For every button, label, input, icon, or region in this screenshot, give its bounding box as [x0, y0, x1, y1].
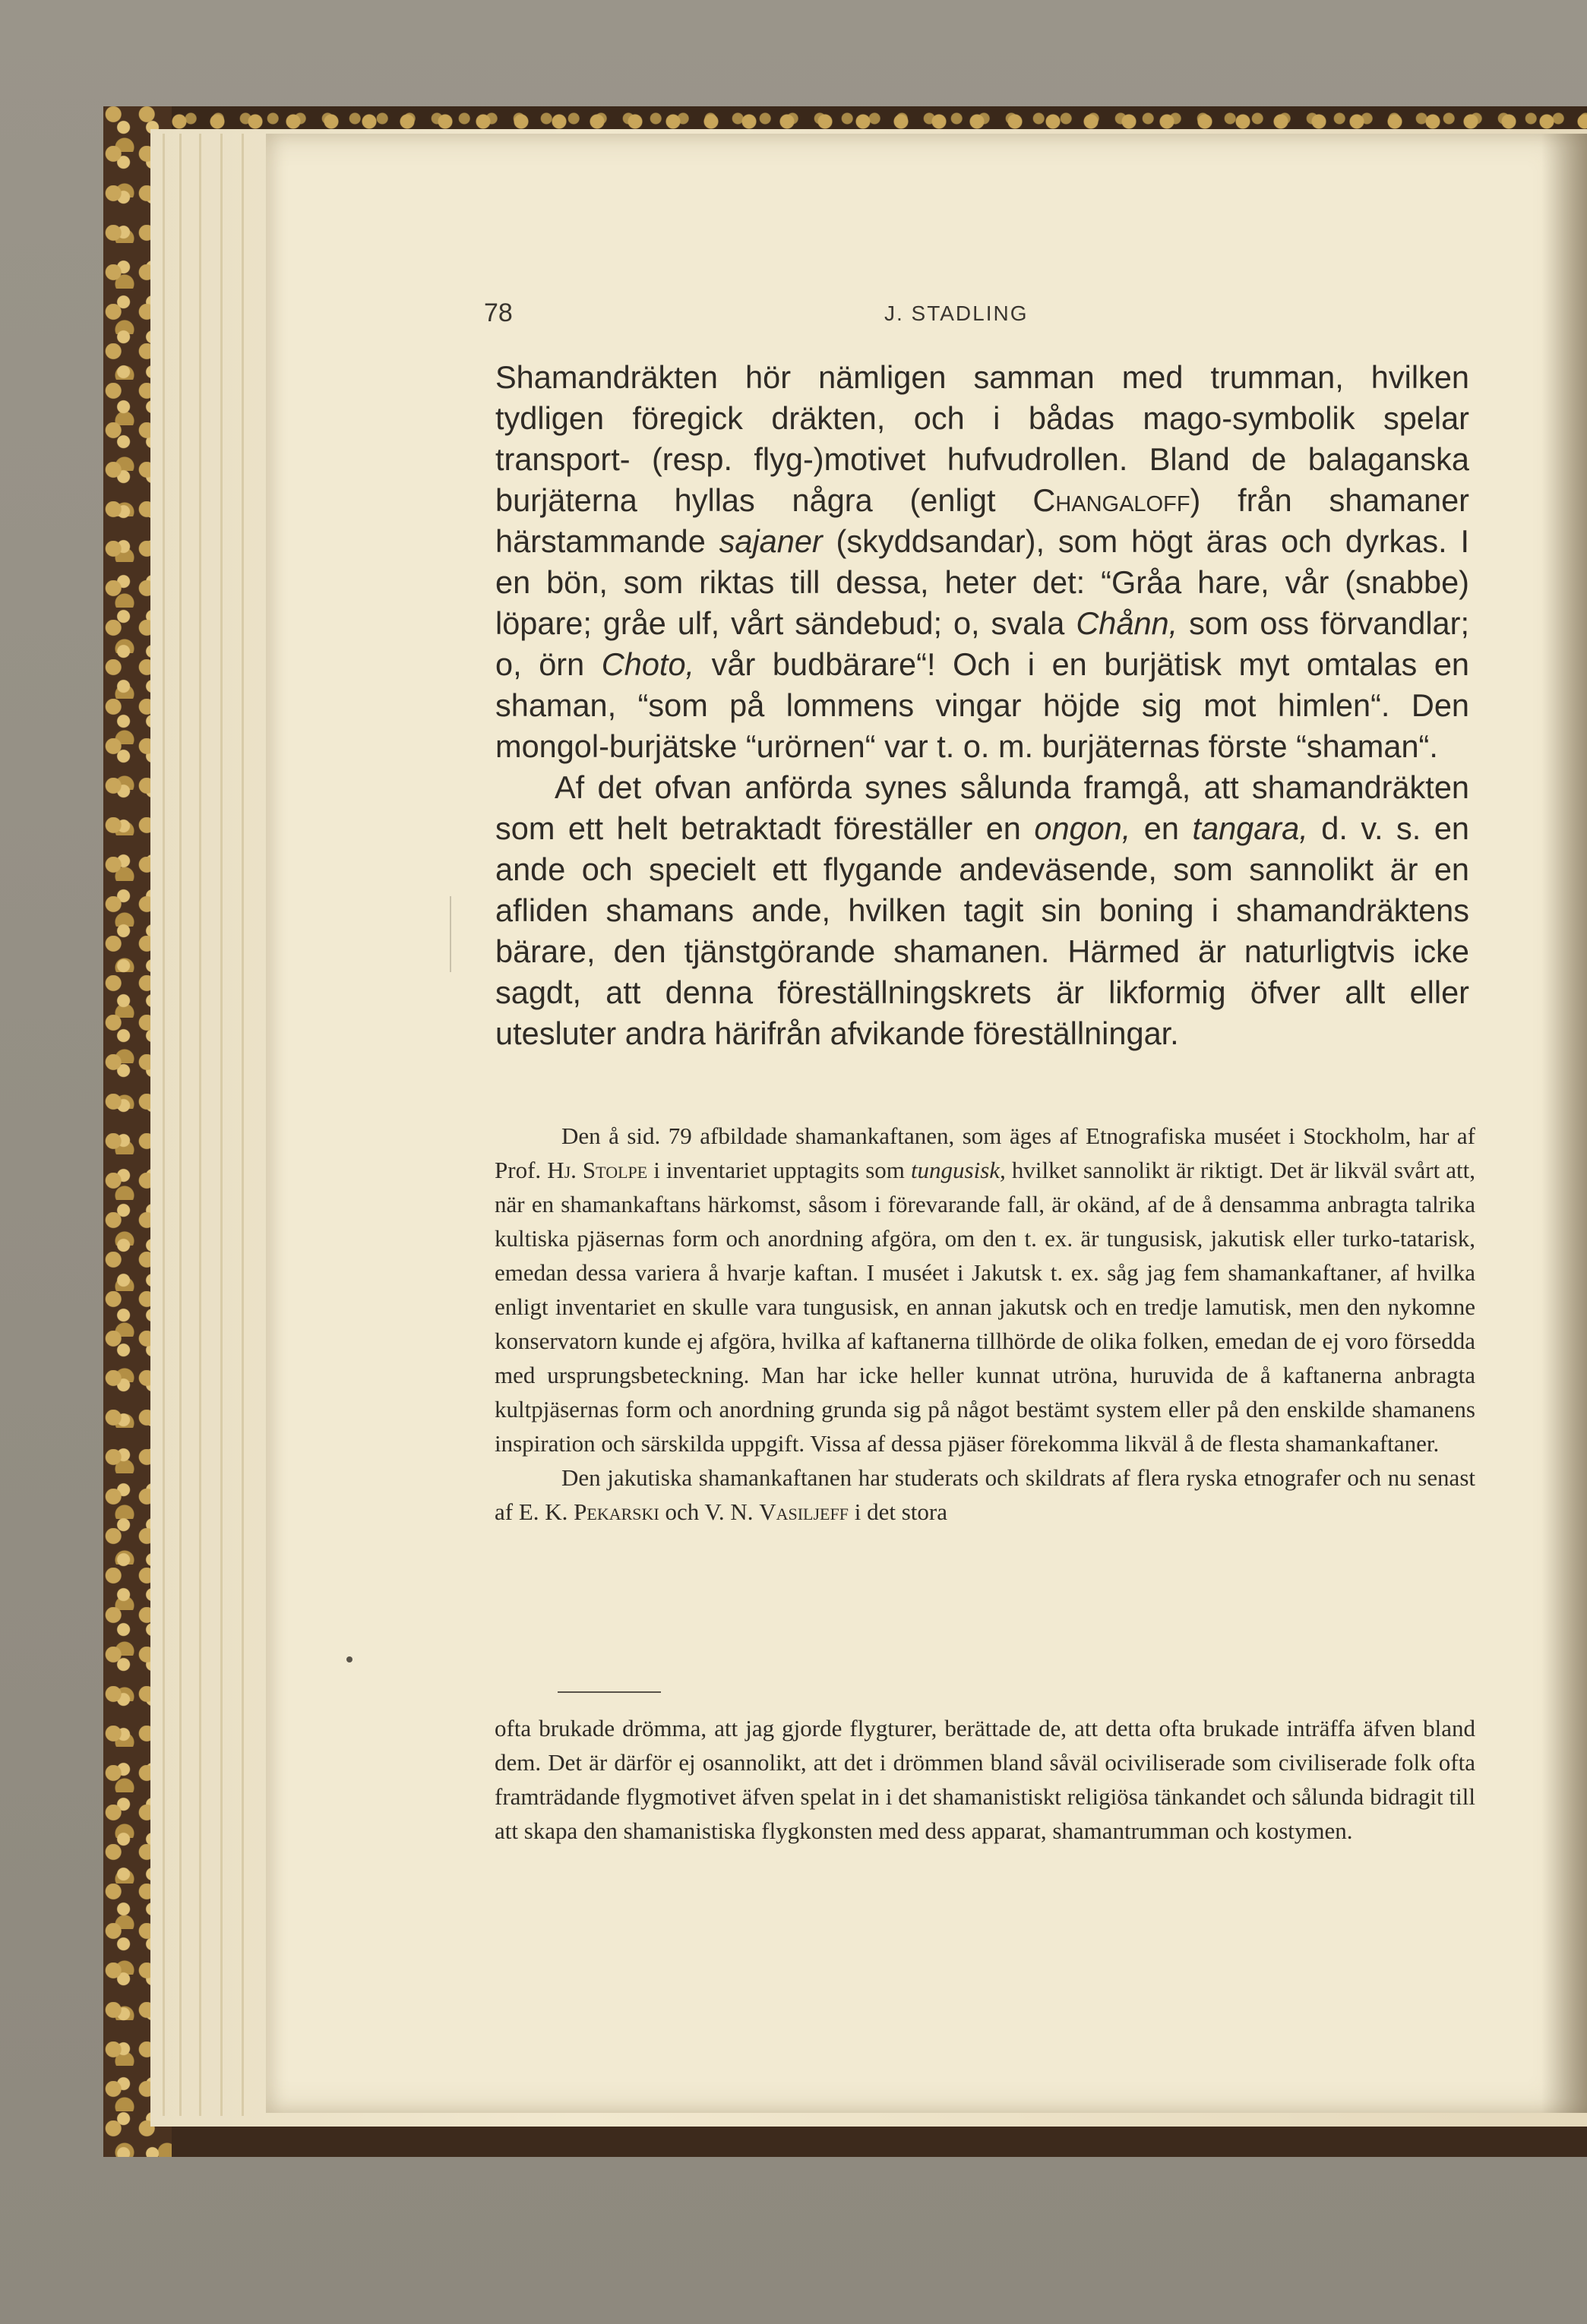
footnote-main [495, 1119, 1475, 1529]
term-tungusisk: tungusisk, [910, 1157, 1006, 1183]
page-edge [179, 134, 182, 2116]
body-paragraph-1: Shamandräkten hör nämligen samman med trumman, hvilken tydligen föregick dräkten, och i bådas mago-symbolik spelar transport- (resp. flyg-)motivet hufvudrollen. Bland de balaganska burjäterna hyllas några (enligt Changaloff) från shamaner härstammande sajaner (skyddsandar), som högt äras och dyrkas. I en bön, som riktas till dessa, heter det: “Gråa hare, vår (snabbe) löpare; gråe ulf, vårt sändebud; o, svala Chånn, som oss förvandlar; o, örn Choto, vår budbärare“! Och i en burjätisk myt omtalas en shaman, “som på lommens vingar höjde sig mot himlen“. Den mongol-burjätske “urörnen“ var t. o. m. burjäternas förste “shaman“. [495, 359, 1470, 764]
footnote-rule [558, 1691, 661, 1693]
term-choto: Choto, [601, 646, 695, 682]
body-paragraph-2: Af det ofvan anförda synes sålunda framgå, att shamandräkten som ett helt betraktadt föreställer en ongon, en tangara, d. v. s. en ande och specielt ett flygande andeväsende, som sannolikt är en afliden shamans ande, hvilken tagit sin boning i shamandräktens bärare, den tjänstgörande shamanen. Härmed är naturligtvis icke sagdt, att denna föreställningskrets är likformig öfver allt eller utesluter andra härifrån afvikande föreställningar. [495, 769, 1469, 1051]
footnote-paragraph-1: Den å sid. 79 afbildade shamankaftanen, som äges af Etnografiska muséet i Stockholm, har af Prof. Hj. Stolpe i inventariet upptagits som tungusisk, hvilket sannolikt är riktigt. Det är likväl svårt att, när en shamankaftans härkomst, såsom i förevarande fall, är okänd, af de å densamma anbragta talrika kultiska pjäsernas form och anordning afgöra, om den t. ex. är tungusisk, jakutisk eller turko-tatarisk, emedan dessa variera å hvarje kaftan. I muséet i Jakutsk t. ex. såg jag fem shamankaftaner, af hvilka enligt inventariet en skulle vara tungusisk, en annan jakutsk och en tredje lamutisk, men den nykomne konservatorn kunde ej afgöra, hvilka af kaftanerna tillhörde de olika folken, emedan de ej voro försedda med ursprungsbeteckning. Man har icke heller kunnat utröna, huruvida de å kaftanerna anbragta kultpjäsernas form och anordning grunda sig på något bestämt system eller på den enskilde shamanens inspiration och särskilda uppgift. Vissa af dessa pjäser förekomma likväl å de flesta shamankaftaner. [495, 1123, 1475, 1457]
gutter-shadow [1541, 134, 1587, 2113]
author-name-pekarski: Pekarski [574, 1498, 659, 1525]
term-ongon: ongon, [1034, 810, 1131, 846]
page-edge [242, 134, 244, 2116]
margin-dot [346, 1656, 352, 1662]
page-edge [163, 134, 165, 2116]
footnote-continuation [495, 1711, 1475, 1848]
page-edge [220, 134, 223, 2116]
margin-mark [450, 896, 451, 972]
author-name-vasiljeff: Vasiljeff [759, 1498, 849, 1525]
page-number: 78 [484, 298, 513, 327]
page-edge [199, 134, 201, 2116]
term-sajaner: sajaner [719, 523, 823, 559]
author-name-changaloff: Changaloff [1032, 482, 1190, 518]
footnote-paragraph-3: ofta brukade drömma, att jag gjorde flygturer, berättade de, att detta ofta brukade inträffa äfven bland dem. Det är därför ej osannolikt, att det i drömmen bland såväl ociviliserade som civiliserade folk ofta framträdande flygmotivet äfven spelat in i det shamanistiskt religiösa tänkandet och sålunda bidragit till att skapa den shamanistiska flygkonsten med dess apparat, shamantrumman och kostymen. [495, 1715, 1475, 1844]
author-name-stolpe: Hj. Stolpe [547, 1157, 648, 1183]
term-chann: Chånn, [1076, 605, 1178, 641]
footnote-paragraph-2: Den jakutiska shamankaftanen har studerats och skildrats af flera ryska etnografer och nu senast af E. K. Pekarski och V. N. Vasiljeff i det stora [495, 1464, 1475, 1525]
main-text [495, 357, 1469, 1054]
term-tangara: tangara, [1192, 810, 1308, 846]
running-head: J. STADLING [884, 302, 1029, 325]
